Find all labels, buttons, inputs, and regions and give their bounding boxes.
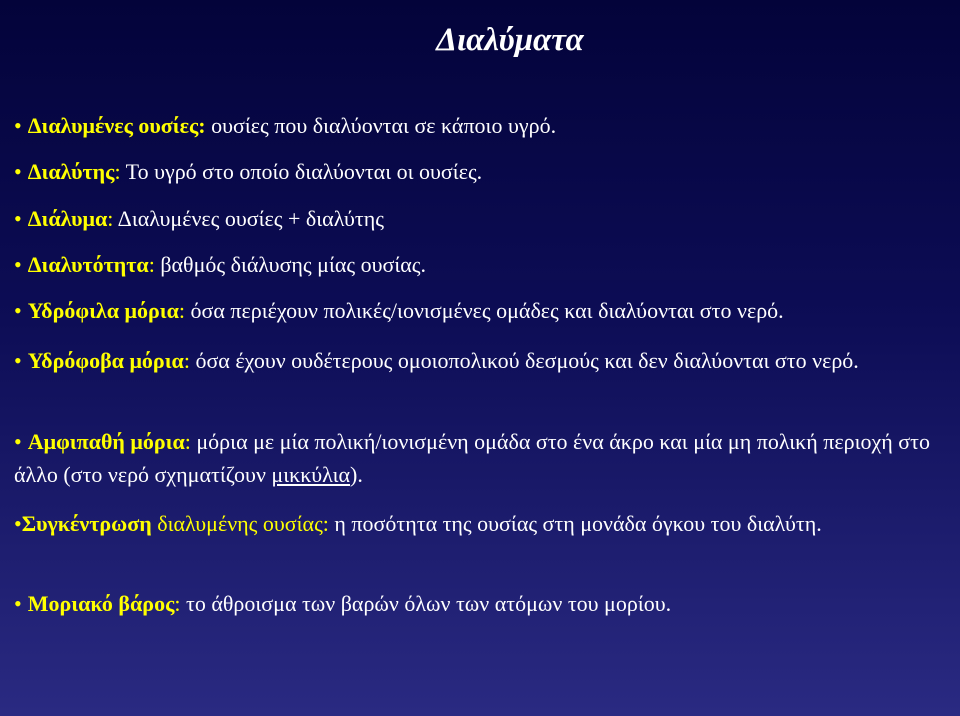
term: Διαλυμένες ουσίες: bbox=[27, 113, 206, 138]
bullet-item bbox=[14, 248, 934, 281]
term: Υδρόφιλα μόρια: bbox=[27, 298, 185, 323]
bullet-icon: • bbox=[14, 348, 22, 373]
definition: η ποσότητα της ουσίας στη μονάδα όγκου του διαλύτη. bbox=[328, 511, 822, 536]
bullet-icon: • bbox=[14, 113, 22, 138]
term: Υδρόφοβα μόρια: bbox=[27, 348, 190, 373]
bullet-icon: • bbox=[14, 511, 22, 536]
definition: Το υγρό στο οποίο διαλύονται οι ουσίες. bbox=[120, 159, 483, 184]
definition: το άθροισμα των βαρών όλων των ατόμων του μορίου. bbox=[180, 591, 672, 616]
bullet-icon: • bbox=[14, 252, 22, 277]
bullet-item bbox=[14, 587, 934, 620]
bullet-icon: • bbox=[14, 298, 22, 323]
bullet-item bbox=[14, 507, 934, 540]
term: Διαλύτης: bbox=[27, 159, 121, 184]
definition: μόρια με μία πολική/ιονισμένη ομάδα στο ένα άκρο και μία μη πολική περιοχή στο άλλο (στο νερό σχηματίζουν bbox=[14, 429, 930, 487]
term: Συγκέντρωση διαλυμένης ουσίας: bbox=[21, 511, 329, 536]
bullet-icon: • bbox=[14, 206, 22, 231]
bullet-icon: • bbox=[14, 429, 22, 454]
definition-end: ). bbox=[350, 462, 363, 487]
definition: βαθμός διάλυσης μίας ουσίας. bbox=[154, 252, 427, 277]
bullet-item bbox=[14, 109, 934, 142]
bullet-item bbox=[14, 202, 934, 235]
definition: Διαλυμένες ουσίες + διαλύτης bbox=[113, 206, 384, 231]
term: Διαλυτότητα: bbox=[27, 252, 155, 277]
definition: ουσίες που διαλύονται σε κάποιο υγρό. bbox=[205, 113, 557, 138]
term: Διάλυμα: bbox=[27, 206, 114, 231]
bullet-item bbox=[14, 425, 934, 491]
bullet-icon: • bbox=[14, 591, 22, 616]
definition: όσα περιέχουν πολικές/ιονισμένες ομάδες και διαλύονται στο νερό. bbox=[184, 298, 784, 323]
bullet-item bbox=[14, 155, 934, 188]
slide-title: Διαλύματα bbox=[436, 22, 584, 58]
bullet-icon: • bbox=[14, 159, 22, 184]
bullet-item bbox=[14, 294, 934, 327]
term: Μοριακό βάρος: bbox=[27, 591, 181, 616]
definition: όσα έχουν ουδέτερους ομοιοπολικού δεσμούς και δεν διαλύονται στο νερό. bbox=[189, 348, 859, 373]
micelles-link[interactable]: μικκύλια bbox=[271, 462, 351, 487]
term: Αμφιπαθή μόρια: bbox=[27, 429, 191, 454]
bullet-item bbox=[14, 344, 934, 377]
